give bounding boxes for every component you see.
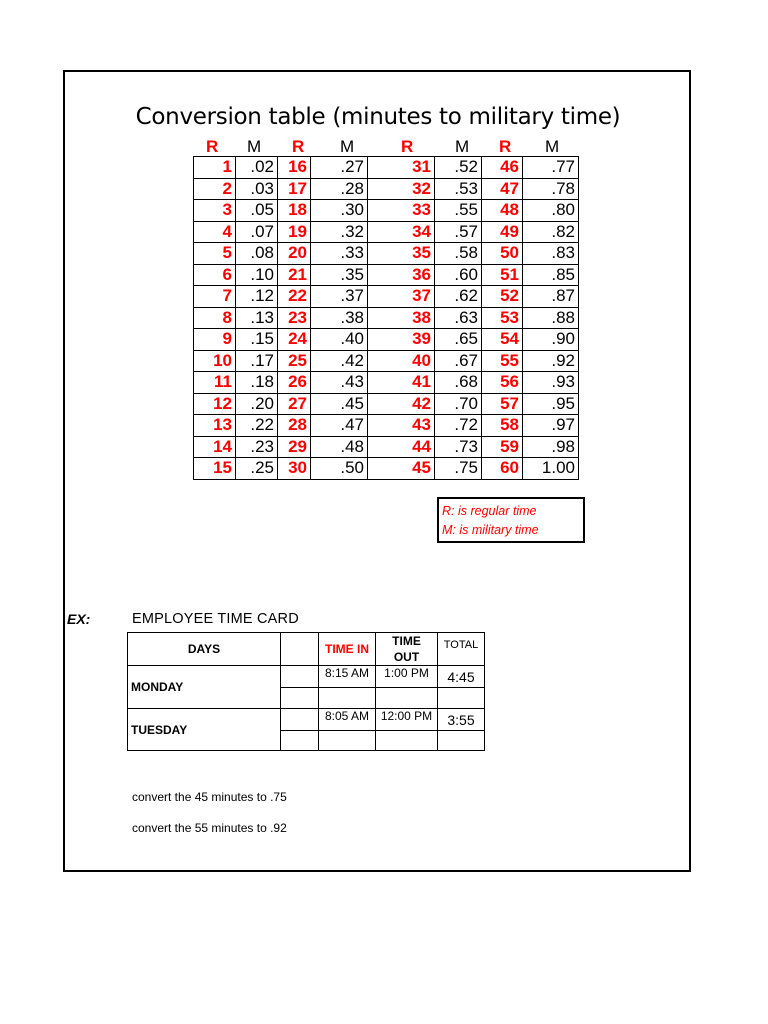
conversion-row <box>194 264 579 286</box>
military-decimal-cell: .17 <box>236 350 278 372</box>
days-header: DAYS <box>128 633 281 666</box>
military-decimal-cell: .50 <box>311 458 368 480</box>
regular-minutes-cell: 19 <box>278 221 311 243</box>
regular-minutes-cell: 51 <box>482 264 523 286</box>
military-decimal-cell: .37 <box>311 286 368 308</box>
regular-minutes-cell: 54 <box>482 329 523 351</box>
blank-header-cell <box>281 633 319 666</box>
military-decimal-cell: .82 <box>523 221 579 243</box>
example-label: EX: <box>67 611 91 627</box>
regular-minutes-cell: 18 <box>278 200 311 222</box>
military-decimal-cell: .60 <box>435 264 482 286</box>
military-decimal-cell: .57 <box>435 221 482 243</box>
regular-minutes-cell: 58 <box>482 415 523 437</box>
regular-minutes-cell: 10 <box>194 350 236 372</box>
regular-minutes-cell: 26 <box>278 372 311 394</box>
day-monday: MONDAY <box>128 666 281 709</box>
regular-minutes-cell: 12 <box>194 393 236 415</box>
military-decimal-cell: .58 <box>435 243 482 265</box>
conversion-row <box>194 393 579 415</box>
conversion-row <box>194 178 579 200</box>
total-header: TOTAL <box>438 633 485 666</box>
military-decimal-cell: .27 <box>311 157 368 179</box>
military-decimal-cell: .55 <box>435 200 482 222</box>
regular-minutes-cell: 56 <box>482 372 523 394</box>
blank-cell <box>319 688 376 709</box>
military-decimal-cell: .32 <box>311 221 368 243</box>
monday-time-in: 8:15 AM <box>319 666 376 688</box>
military-decimal-cell: .20 <box>236 393 278 415</box>
military-decimal-cell: .97 <box>523 415 579 437</box>
regular-minutes-cell: 7 <box>194 286 236 308</box>
military-decimal-cell: .18 <box>236 372 278 394</box>
military-decimal-cell: .67 <box>435 350 482 372</box>
header-regular-2: R <box>292 137 305 156</box>
tuesday-time-in: 8:05 AM <box>319 709 376 731</box>
military-decimal-cell: .88 <box>523 307 579 329</box>
conversion-row <box>194 329 579 351</box>
military-decimal-cell: .52 <box>435 157 482 179</box>
conversion-row <box>194 221 579 243</box>
regular-minutes-cell: 42 <box>368 393 435 415</box>
regular-minutes-cell: 17 <box>278 178 311 200</box>
blank-cell <box>438 731 485 751</box>
military-decimal-cell: .87 <box>523 286 579 308</box>
military-decimal-cell: .35 <box>311 264 368 286</box>
note-2: convert the 55 minutes to .92 <box>132 821 287 835</box>
blank-cell <box>319 731 376 751</box>
time-card-table <box>127 632 485 751</box>
military-decimal-cell: .73 <box>435 436 482 458</box>
regular-minutes-cell: 25 <box>278 350 311 372</box>
regular-minutes-cell: 50 <box>482 243 523 265</box>
blank-cell <box>376 731 438 751</box>
regular-minutes-cell: 46 <box>482 157 523 179</box>
regular-minutes-cell: 55 <box>482 350 523 372</box>
legend-military: M: is military time <box>442 523 539 537</box>
conversion-row <box>194 157 579 179</box>
military-decimal-cell: .47 <box>311 415 368 437</box>
military-decimal-cell: .15 <box>236 329 278 351</box>
regular-minutes-cell: 31 <box>368 157 435 179</box>
regular-minutes-cell: 53 <box>482 307 523 329</box>
time-out-header-line1: TIME <box>392 634 421 648</box>
regular-minutes-cell: 41 <box>368 372 435 394</box>
military-decimal-cell: .70 <box>435 393 482 415</box>
blank-cell <box>438 688 485 709</box>
regular-minutes-cell: 24 <box>278 329 311 351</box>
regular-minutes-cell: 48 <box>482 200 523 222</box>
tuesday-total: 3:55 <box>438 709 485 731</box>
conversion-row <box>194 200 579 222</box>
military-decimal-cell: 1.00 <box>523 458 579 480</box>
military-decimal-cell: .62 <box>435 286 482 308</box>
regular-minutes-cell: 27 <box>278 393 311 415</box>
regular-minutes-cell: 4 <box>194 221 236 243</box>
military-decimal-cell: .90 <box>523 329 579 351</box>
regular-minutes-cell: 29 <box>278 436 311 458</box>
header-regular-4: R <box>499 137 512 156</box>
military-decimal-cell: .42 <box>311 350 368 372</box>
regular-minutes-cell: 13 <box>194 415 236 437</box>
blank-cell <box>281 666 319 688</box>
header-military-3: M <box>455 137 470 156</box>
monday-total: 4:45 <box>438 666 485 688</box>
military-decimal-cell: .83 <box>523 243 579 265</box>
conversion-row <box>194 458 579 480</box>
regular-minutes-cell: 9 <box>194 329 236 351</box>
regular-minutes-cell: 28 <box>278 415 311 437</box>
regular-minutes-cell: 33 <box>368 200 435 222</box>
military-decimal-cell: .68 <box>435 372 482 394</box>
regular-minutes-cell: 30 <box>278 458 311 480</box>
blank-cell <box>281 731 319 751</box>
regular-minutes-cell: 6 <box>194 264 236 286</box>
regular-minutes-cell: 59 <box>482 436 523 458</box>
regular-minutes-cell: 44 <box>368 436 435 458</box>
regular-minutes-cell: 14 <box>194 436 236 458</box>
time-out-header <box>376 633 438 666</box>
regular-minutes-cell: 20 <box>278 243 311 265</box>
military-decimal-cell: .22 <box>236 415 278 437</box>
military-decimal-cell: .05 <box>236 200 278 222</box>
military-decimal-cell: .93 <box>523 372 579 394</box>
time-in-header: TIME IN <box>319 633 376 666</box>
conversion-row <box>194 415 579 437</box>
military-decimal-cell: .40 <box>311 329 368 351</box>
military-decimal-cell: .08 <box>236 243 278 265</box>
conversion-row <box>194 372 579 394</box>
time-card-title: EMPLOYEE TIME CARD <box>132 611 299 627</box>
conversion-row <box>194 286 579 308</box>
military-decimal-cell: .33 <box>311 243 368 265</box>
military-decimal-cell: .95 <box>523 393 579 415</box>
conversion-row <box>194 307 579 329</box>
time-out-header-line2: OUT <box>393 650 420 664</box>
regular-minutes-cell: 38 <box>368 307 435 329</box>
military-decimal-cell: .85 <box>523 264 579 286</box>
blank-cell <box>281 709 319 731</box>
day-tuesday: TUESDAY <box>128 709 281 751</box>
regular-minutes-cell: 3 <box>194 200 236 222</box>
military-decimal-cell: .13 <box>236 307 278 329</box>
tuesday-time-out: 12:00 PM <box>376 709 438 731</box>
military-decimal-cell: .10 <box>236 264 278 286</box>
header-military-1: M <box>247 137 262 156</box>
military-decimal-cell: .43 <box>311 372 368 394</box>
military-decimal-cell: .28 <box>311 178 368 200</box>
military-decimal-cell: .77 <box>523 157 579 179</box>
regular-minutes-cell: 35 <box>368 243 435 265</box>
military-decimal-cell: .45 <box>311 393 368 415</box>
conversion-row <box>194 350 579 372</box>
military-decimal-cell: .07 <box>236 221 278 243</box>
military-decimal-cell: .03 <box>236 178 278 200</box>
page-title: Conversion table (minutes to military time) <box>135 104 621 130</box>
regular-minutes-cell: 43 <box>368 415 435 437</box>
legend-box <box>437 497 585 543</box>
regular-minutes-cell: 16 <box>278 157 311 179</box>
regular-minutes-cell: 32 <box>368 178 435 200</box>
header-regular-1: R <box>206 137 219 156</box>
military-decimal-cell: .80 <box>523 200 579 222</box>
regular-minutes-cell: 40 <box>368 350 435 372</box>
military-decimal-cell: .38 <box>311 307 368 329</box>
blank-cell <box>281 688 319 709</box>
regular-minutes-cell: 1 <box>194 157 236 179</box>
header-regular-3: R <box>401 137 414 156</box>
military-decimal-cell: .75 <box>435 458 482 480</box>
military-decimal-cell: .12 <box>236 286 278 308</box>
conversion-row <box>194 436 579 458</box>
military-decimal-cell: .30 <box>311 200 368 222</box>
legend-regular: R: is regular time <box>442 504 537 518</box>
military-decimal-cell: .65 <box>435 329 482 351</box>
regular-minutes-cell: 60 <box>482 458 523 480</box>
military-decimal-cell: .23 <box>236 436 278 458</box>
regular-minutes-cell: 52 <box>482 286 523 308</box>
regular-minutes-cell: 22 <box>278 286 311 308</box>
military-decimal-cell: .02 <box>236 157 278 179</box>
header-military-4: M <box>545 137 560 156</box>
regular-minutes-cell: 2 <box>194 178 236 200</box>
regular-minutes-cell: 15 <box>194 458 236 480</box>
conversion-table <box>193 156 579 480</box>
header-military-2: M <box>340 137 355 156</box>
military-decimal-cell: .78 <box>523 178 579 200</box>
monday-time-out: 1:00 PM <box>376 666 438 688</box>
military-decimal-cell: .98 <box>523 436 579 458</box>
regular-minutes-cell: 21 <box>278 264 311 286</box>
military-decimal-cell: .53 <box>435 178 482 200</box>
note-1: convert the 45 minutes to .75 <box>132 790 287 804</box>
military-decimal-cell: .92 <box>523 350 579 372</box>
military-decimal-cell: .25 <box>236 458 278 480</box>
regular-minutes-cell: 49 <box>482 221 523 243</box>
regular-minutes-cell: 37 <box>368 286 435 308</box>
regular-minutes-cell: 39 <box>368 329 435 351</box>
military-decimal-cell: .63 <box>435 307 482 329</box>
regular-minutes-cell: 36 <box>368 264 435 286</box>
regular-minutes-cell: 34 <box>368 221 435 243</box>
blank-cell <box>376 688 438 709</box>
regular-minutes-cell: 45 <box>368 458 435 480</box>
military-decimal-cell: .72 <box>435 415 482 437</box>
regular-minutes-cell: 8 <box>194 307 236 329</box>
regular-minutes-cell: 57 <box>482 393 523 415</box>
regular-minutes-cell: 47 <box>482 178 523 200</box>
military-decimal-cell: .48 <box>311 436 368 458</box>
regular-minutes-cell: 23 <box>278 307 311 329</box>
conversion-row <box>194 243 579 265</box>
regular-minutes-cell: 11 <box>194 372 236 394</box>
regular-minutes-cell: 5 <box>194 243 236 265</box>
